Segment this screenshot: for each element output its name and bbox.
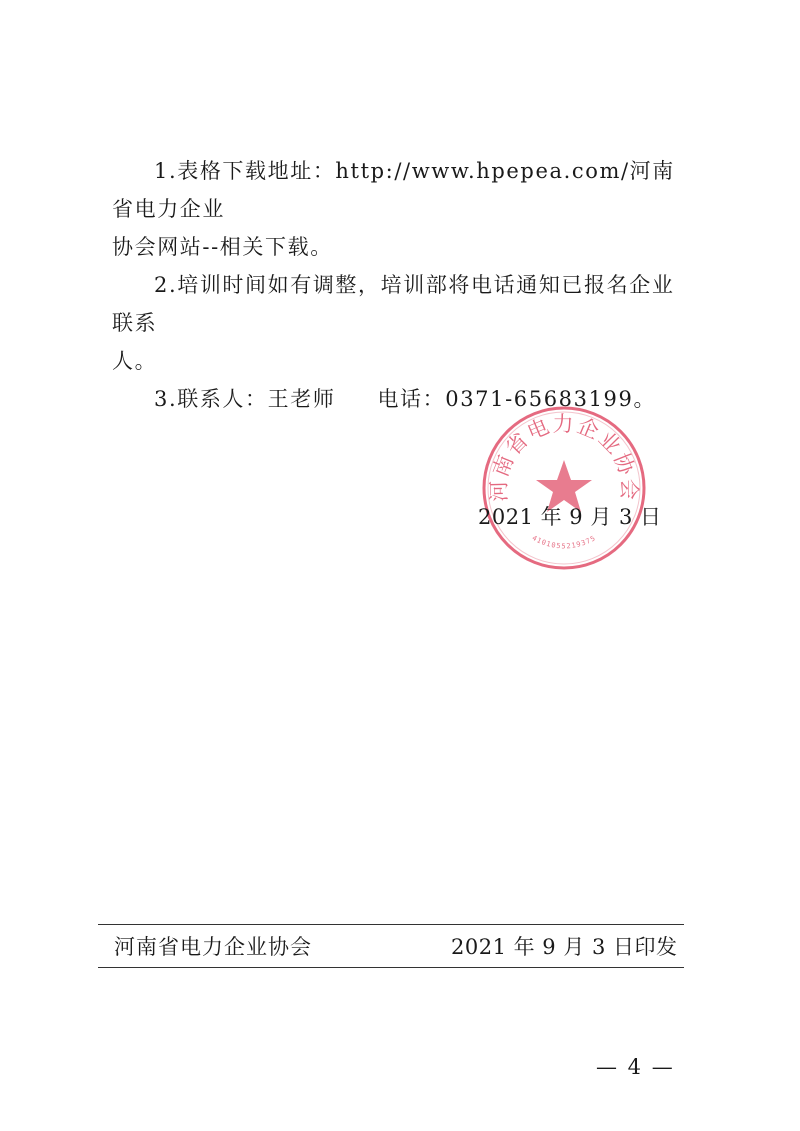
seal-serial: 4101055219375 bbox=[530, 534, 598, 551]
svg-text:4101055219375 bbox=[531, 534, 598, 550]
footer-divider-bottom bbox=[98, 967, 684, 968]
footer-divider-top bbox=[98, 924, 684, 925]
contact-phone: 电话：0371-65683199。 bbox=[377, 387, 657, 411]
note-item-2-line-2: 人。 bbox=[112, 349, 158, 373]
note-item-1-line-2: 协会网站--相关下载。 bbox=[112, 235, 333, 259]
official-seal-icon bbox=[480, 404, 648, 572]
footer-organization: 河南省电力企业协会 bbox=[114, 935, 312, 959]
note-item-2-line-1: 2.培训时间如有调整，培训部将电话通知已报名企业联系 bbox=[112, 273, 675, 335]
signature-date: 2021 年 9 月 3 日 bbox=[478, 505, 662, 529]
notes-section bbox=[112, 152, 692, 418]
footer-issue-date: 2021 年 9 月 3 日印发 bbox=[451, 935, 678, 959]
page-number: — 4 — bbox=[596, 1055, 675, 1079]
note-item-1-line-1: 1.表格下载地址：http://www.hpepea.com/河南省电力企业 bbox=[112, 159, 675, 221]
contact-person: 3.联系人：王老师 bbox=[154, 387, 336, 411]
seal-org-name: 河南省电力企业协会 bbox=[486, 411, 642, 502]
